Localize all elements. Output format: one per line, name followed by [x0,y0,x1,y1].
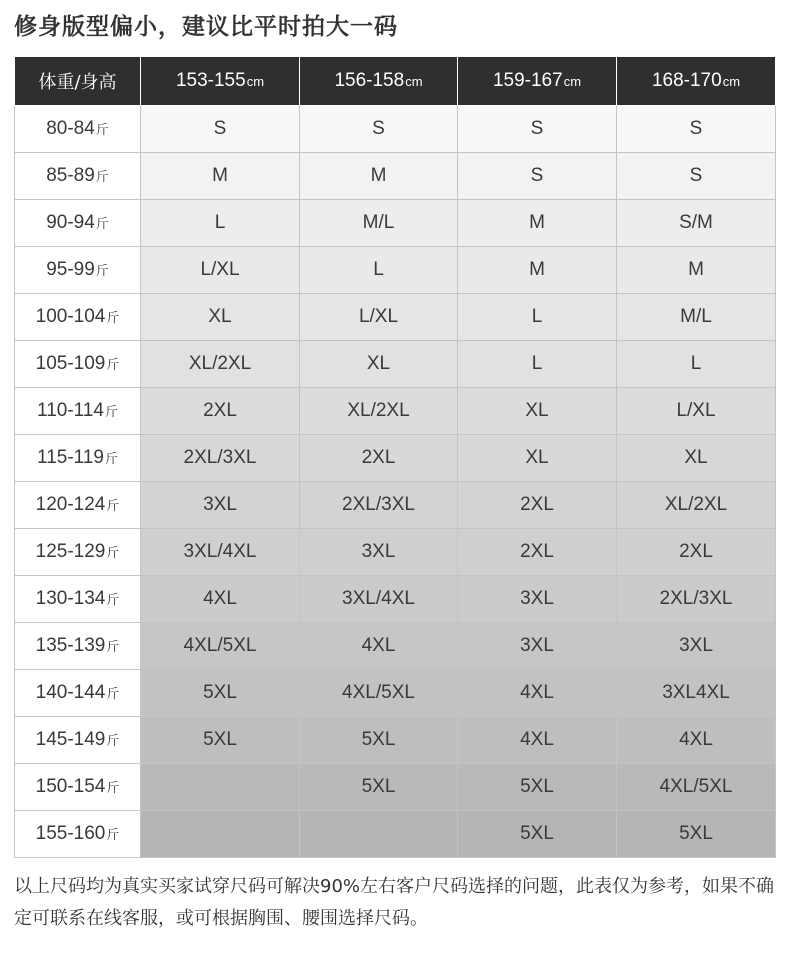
size-cell: L [458,341,617,388]
size-cell: 2XL [617,529,776,576]
size-cell: 3XL [617,623,776,670]
size-chart-table [14,56,776,858]
weight-unit: 斤 [106,686,120,701]
weight-cell [15,388,141,435]
size-cell: M [617,247,776,294]
size-cell: S/M [617,200,776,247]
weight-range: 85-89 [46,165,95,186]
size-cell: 3XL/4XL [141,529,300,576]
weight-cell [15,435,141,482]
height-header-3 [458,57,617,106]
height-unit: cm [405,74,423,89]
table-row [15,435,776,482]
weight-cell [15,294,141,341]
table-row [15,153,776,200]
table-row [15,764,776,811]
size-cell: 5XL [458,811,617,858]
weight-range: 110-114 [37,400,104,421]
table-row [15,670,776,717]
size-cell: L [141,200,300,247]
size-cell: 4XL [141,576,300,623]
table-row [15,623,776,670]
weight-range: 90-94 [46,212,95,233]
size-cell: S [617,153,776,200]
size-cell: M/L [300,200,458,247]
size-cell: 5XL [300,717,458,764]
weight-range: 125-129 [35,541,106,562]
size-cell: S [617,106,776,153]
size-cell [141,764,300,811]
table-row [15,717,776,764]
table-row [15,576,776,623]
weight-cell [15,247,141,294]
weight-unit: 斤 [104,404,118,419]
size-cell: M [141,153,300,200]
weight-cell [15,341,141,388]
weight-cell [15,106,141,153]
size-cell: M [458,200,617,247]
weight-unit: 斤 [95,263,109,278]
size-cell: 5XL [617,811,776,858]
weight-cell [15,623,141,670]
size-cell: 3XL [141,482,300,529]
weight-cell [15,717,141,764]
size-cell: XL/2XL [141,341,300,388]
size-cell: M [300,153,458,200]
size-cell: 3XL4XL [617,670,776,717]
table-row [15,811,776,858]
weight-range: 155-160 [35,823,106,844]
weight-range: 150-154 [35,776,106,797]
weight-range: 105-109 [35,353,106,374]
table-row [15,106,776,153]
size-cell: XL [617,435,776,482]
footnote: 以上尺码均为真实买家试穿尺码可解决90%左右客户尺码选择的问题，此表仅为参考，如果不确定可联系在线客服，或可根据胸围、腰围选择尺码。 [14,876,775,929]
table-row [15,341,776,388]
height-range: 159-167 [492,70,563,91]
weight-cell [15,529,141,576]
size-cell: 2XL [458,482,617,529]
height-range: 156-158 [334,70,405,91]
size-cell: 4XL [300,623,458,670]
size-cell: 5XL [141,717,300,764]
size-cell: L/XL [300,294,458,341]
weight-range: 135-139 [35,635,106,656]
weight-unit: 斤 [106,498,120,513]
weight-cell [15,764,141,811]
size-cell: 4XL/5XL [617,764,776,811]
size-cell: L [458,294,617,341]
size-cell: 4XL/5XL [141,623,300,670]
height-header-2 [300,57,458,106]
weight-range: 130-134 [35,588,106,609]
weight-cell [15,811,141,858]
size-cell: 3XL [458,576,617,623]
size-cell: 2XL/3XL [617,576,776,623]
size-cell: L/XL [141,247,300,294]
weight-cell [15,576,141,623]
weight-unit: 斤 [106,357,120,372]
size-cell: 3XL [300,529,458,576]
size-cell: 4XL [458,717,617,764]
weight-unit: 斤 [95,216,109,231]
weight-range: 80-84 [46,118,95,139]
table-row [15,247,776,294]
size-cell: S [458,106,617,153]
size-cell: L [617,341,776,388]
weight-unit: 斤 [95,169,109,184]
size-cell: 5XL [458,764,617,811]
size-cell: XL/2XL [300,388,458,435]
weight-unit: 斤 [106,639,120,654]
size-cell: 2XL [300,435,458,482]
size-cell [300,811,458,858]
size-cell: 5XL [300,764,458,811]
size-cell: L/XL [617,388,776,435]
weight-range: 95-99 [46,259,95,280]
size-cell: 2XL [458,529,617,576]
weight-unit: 斤 [106,310,120,325]
size-cell: 2XL/3XL [141,435,300,482]
weight-range: 140-144 [35,682,106,703]
height-header-1 [141,57,300,106]
size-cell: M [458,247,617,294]
weight-unit: 斤 [106,592,120,607]
page-title: 修身版型偏小，建议比平时拍大一码 [14,14,398,40]
size-cell: 2XL/3XL [300,482,458,529]
size-cell: S [458,153,617,200]
table-row [15,200,776,247]
height-range: 153-155 [175,70,246,91]
height-unit: cm [722,74,741,89]
corner-header: 体重/身高 [15,57,141,106]
height-unit: cm [246,74,265,89]
size-cell: 3XL/4XL [300,576,458,623]
weight-unit: 斤 [106,733,120,748]
table-row [15,294,776,341]
size-cell: 4XL [617,717,776,764]
table-row [15,482,776,529]
size-cell: 2XL [141,388,300,435]
size-cell: 4XL/5XL [300,670,458,717]
size-rows [15,106,776,858]
weight-range: 120-124 [35,494,106,515]
weight-unit: 斤 [106,780,120,795]
height-range: 168-170 [651,70,722,91]
table-row [15,388,776,435]
weight-cell [15,200,141,247]
size-cell: 4XL [458,670,617,717]
weight-range: 115-119 [37,447,104,468]
header-row [15,57,776,106]
weight-cell [15,153,141,200]
weight-cell [15,670,141,717]
size-cell [141,811,300,858]
size-cell: M/L [617,294,776,341]
size-cell: XL [300,341,458,388]
size-cell: XL [458,435,617,482]
weight-range: 145-149 [35,729,106,750]
size-cell: S [300,106,458,153]
size-cell: XL [458,388,617,435]
weight-cell [15,482,141,529]
size-cell: XL [141,294,300,341]
weight-unit: 斤 [95,122,109,137]
size-cell: 3XL [458,623,617,670]
weight-unit: 斤 [106,827,120,842]
height-unit: cm [563,74,582,89]
size-cell: L [300,247,458,294]
weight-range: 100-104 [35,306,106,327]
table-row [15,529,776,576]
weight-unit: 斤 [106,545,120,560]
height-header-4 [617,57,776,106]
weight-unit: 斤 [104,451,118,466]
size-cell: 5XL [141,670,300,717]
size-cell: S [141,106,300,153]
size-cell: XL/2XL [617,482,776,529]
